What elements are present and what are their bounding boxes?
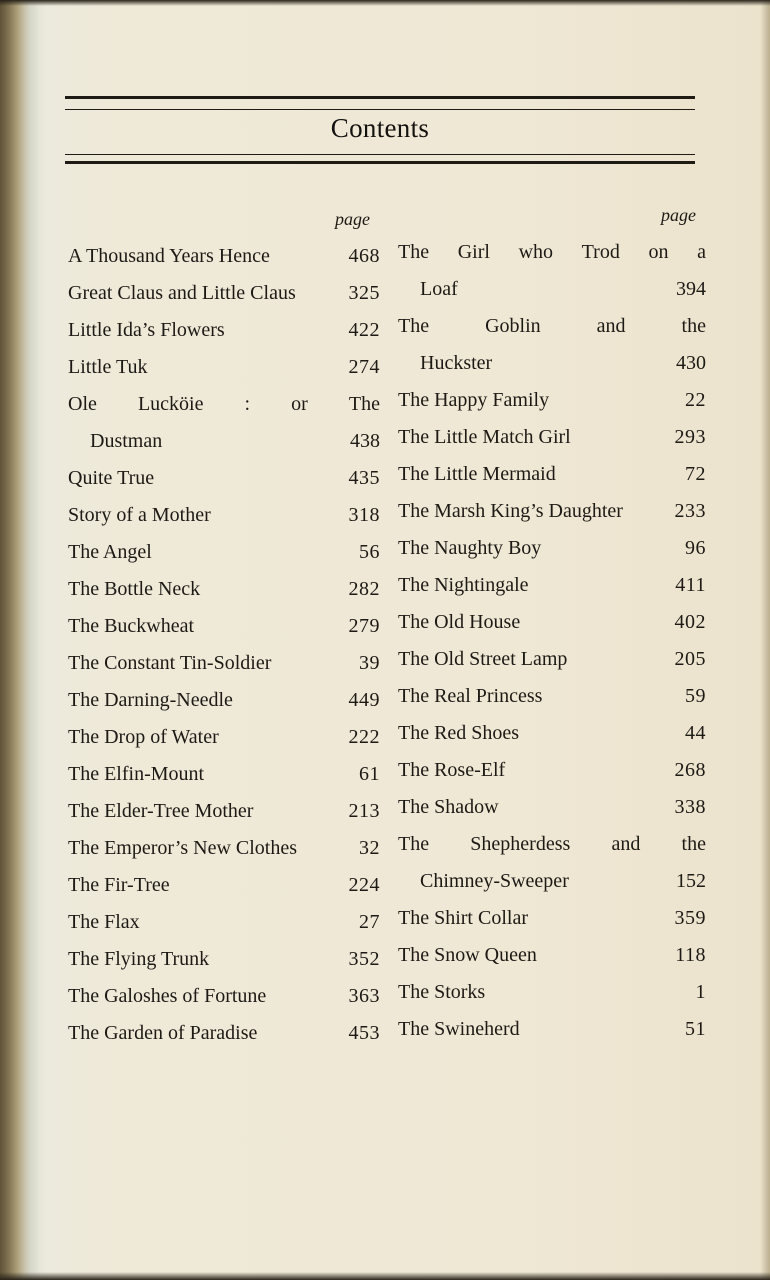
toc-entry-title-word: The — [348, 393, 380, 415]
toc-entry — [398, 419, 706, 456]
toc-entry-page-number: 430 — [676, 352, 706, 374]
toc-entry-title-continuation: Dustman — [90, 430, 163, 452]
toc-entry — [398, 308, 706, 382]
toc-entry-title-continuation: Huckster — [420, 352, 493, 374]
toc-entry-title: Little Tuk — [68, 356, 148, 378]
toc-entry-title-word: and — [611, 833, 641, 855]
toc-entry-title: The Swineherd — [398, 1018, 520, 1040]
toc-entry-title-line — [398, 308, 706, 345]
toc-entry-title: The Bottle Neck — [68, 578, 201, 600]
toc-entry-title-word: The — [398, 833, 430, 855]
toc-entry-page-number: 282 — [348, 578, 380, 600]
toc-entry-page-number: 44 — [685, 722, 706, 744]
page-title: Contents — [330, 113, 430, 143]
page-column-header: page — [661, 205, 696, 225]
page-column-header: page — [335, 209, 370, 229]
entry-list — [68, 238, 380, 1052]
toc-entry-title-word: or — [291, 393, 308, 415]
toc-entry — [68, 1015, 380, 1052]
toc-entry — [68, 312, 380, 349]
toc-entry-title: The Angel — [68, 541, 152, 563]
page-bottom-edge — [0, 1272, 770, 1280]
toc-entry-title-word: Shepherdess — [470, 833, 571, 855]
header-rule-thin-bottom — [65, 154, 695, 155]
toc-entry-title: Great Claus and Little Claus — [68, 282, 296, 304]
toc-entry — [68, 830, 380, 867]
toc-entry — [398, 382, 706, 419]
toc-entry-title: The Darning-Needle — [68, 689, 233, 711]
toc-entry — [68, 608, 380, 645]
toc-entry-page-number: 293 — [674, 426, 706, 448]
toc-entry-page-number: 402 — [674, 611, 706, 633]
toc-entry — [68, 349, 380, 386]
page-top-edge — [0, 0, 770, 6]
toc-entry-title: The Shirt Collar — [398, 907, 528, 929]
toc-entry-page-number: 22 — [685, 389, 706, 411]
toc-entry — [398, 752, 706, 789]
toc-entry — [68, 978, 380, 1015]
toc-entry — [398, 900, 706, 937]
toc-entry-title-continuation-line — [398, 271, 706, 308]
toc-entry — [68, 497, 380, 534]
toc-entry — [68, 682, 380, 719]
toc-entry-title: The Flying Trunk — [68, 948, 210, 970]
toc-entry-page-number: 438 — [350, 430, 380, 452]
toc-entry — [68, 904, 380, 941]
toc-entry-page-number: 449 — [348, 689, 380, 711]
toc-entry — [68, 238, 380, 275]
toc-entry — [398, 789, 706, 826]
toc-entry-title-word: a — [697, 241, 706, 263]
toc-entry-page-number: 411 — [675, 574, 706, 596]
toc-entry-page-number: 363 — [348, 985, 380, 1007]
toc-entry-title-word: and — [596, 315, 626, 337]
toc-entry — [398, 604, 706, 641]
contents-column-left — [68, 200, 380, 1052]
toc-entry-title: The Old House — [398, 611, 521, 633]
toc-entry-title-continuation: Chimney-Sweeper — [420, 870, 569, 892]
toc-entry — [398, 641, 706, 678]
toc-entry-page-number: 152 — [676, 870, 706, 892]
toc-entry-page-number: 394 — [676, 278, 706, 300]
toc-entry-page-number: 338 — [674, 796, 706, 818]
toc-entry-title: The Nightingale — [398, 574, 529, 596]
toc-entry — [68, 941, 380, 978]
toc-entry-page-number: 318 — [348, 504, 380, 526]
toc-entry-page-number: 422 — [348, 319, 380, 341]
toc-entry-page-number: 222 — [348, 726, 380, 748]
toc-entry — [398, 1011, 706, 1048]
toc-entry-title: The Buckwheat — [68, 615, 195, 637]
toc-entry-title: Quite True — [68, 467, 155, 489]
toc-entry-page-number: 274 — [348, 356, 380, 378]
toc-entry — [398, 234, 706, 308]
toc-entry — [398, 530, 706, 567]
toc-entry-title: The Marsh King’s Daughter — [398, 500, 623, 522]
toc-entry-title: A Thousand Years Hence — [68, 245, 270, 267]
toc-entry-page-number: 118 — [675, 944, 706, 966]
entry-list — [398, 234, 706, 1048]
toc-entry-title-line — [68, 386, 380, 423]
toc-entry-title: The Storks — [398, 981, 486, 1003]
toc-entry-page-number: 96 — [685, 537, 706, 559]
toc-entry-page-number: 468 — [348, 245, 380, 267]
toc-entry-title: The Drop of Water — [68, 726, 219, 748]
toc-entry-page-number: 205 — [674, 648, 706, 670]
toc-entry — [398, 826, 706, 900]
toc-entry — [398, 974, 706, 1011]
toc-entry — [68, 867, 380, 904]
toc-entry-page-number: 61 — [359, 763, 380, 785]
toc-entry-page-number: 56 — [359, 541, 380, 563]
toc-entry-page-number: 39 — [359, 652, 380, 674]
toc-entry-page-number: 32 — [359, 837, 380, 859]
toc-entry-page-number: 1 — [695, 981, 706, 1003]
toc-entry-title-word: Girl — [457, 241, 490, 263]
toc-entry-title-line — [398, 826, 706, 863]
toc-entry-title: The Elfin-Mount — [68, 763, 205, 785]
toc-entry-page-number: 453 — [348, 1022, 380, 1044]
toc-entry-page-number: 359 — [674, 907, 706, 929]
toc-entry — [398, 715, 706, 752]
toc-entry-page-number: 233 — [674, 500, 706, 522]
toc-entry-page-number: 59 — [685, 685, 706, 707]
toc-entry-title: The Elder-Tree Mother — [68, 800, 254, 822]
toc-entry — [68, 534, 380, 571]
toc-entry — [398, 456, 706, 493]
toc-entry-title-word: the — [681, 315, 706, 337]
toc-entry-title-word: the — [681, 833, 706, 855]
toc-entry-title-word: who — [518, 241, 554, 263]
toc-entry-page-number: 72 — [685, 463, 706, 485]
toc-entry-title: The Little Match Girl — [398, 426, 571, 448]
toc-entry — [68, 793, 380, 830]
toc-entry-title-word: Ole — [68, 393, 97, 415]
toc-entry — [398, 493, 706, 530]
toc-entry-title-continuation-line — [398, 863, 706, 900]
toc-entry-title: The Rose-Elf — [398, 759, 506, 781]
toc-entry-title: The Constant Tin-Soldier — [68, 652, 272, 674]
toc-entry — [68, 460, 380, 497]
toc-entry-title: The Emperor’s New Clothes — [68, 837, 298, 859]
toc-entry-title-word: The — [398, 315, 430, 337]
toc-entry-title: The Old Street Lamp — [398, 648, 568, 670]
toc-entry-title-word: Goblin — [485, 315, 541, 337]
toc-entry-page-number: 352 — [348, 948, 380, 970]
toc-entry — [398, 567, 706, 604]
toc-entry-page-number: 213 — [348, 800, 380, 822]
toc-entry-title: Story of a Mother — [68, 504, 211, 526]
header-rule-thin-top — [65, 109, 695, 110]
toc-entry-page-number: 435 — [348, 467, 380, 489]
toc-entry-title-word: Trod — [581, 241, 620, 263]
toc-entry-title: The Naughty Boy — [398, 537, 542, 559]
toc-entry-title: The Snow Queen — [398, 944, 537, 966]
toc-entry — [68, 386, 380, 460]
toc-entry-title-line — [398, 234, 706, 271]
toc-entry-title: The Fir-Tree — [68, 874, 170, 896]
toc-entry-title: The Red Shoes — [398, 722, 520, 744]
toc-entry-title: The Happy Family — [398, 389, 550, 411]
toc-entry — [68, 275, 380, 312]
toc-entry-title-continuation-line — [398, 345, 706, 382]
toc-entry-title-word: The — [398, 241, 430, 263]
toc-entry-page-number: 51 — [685, 1018, 706, 1040]
header-rule-thick-bottom — [65, 161, 695, 164]
toc-entry — [398, 678, 706, 715]
toc-entry-page-number: 268 — [674, 759, 706, 781]
toc-entry-title: Little Ida’s Flowers — [68, 319, 225, 341]
toc-entry-title: The Flax — [68, 911, 140, 933]
spine-shadow — [0, 0, 40, 1280]
header-rule-thick-top — [65, 96, 695, 99]
toc-entry-title: The Garden of Paradise — [68, 1022, 258, 1044]
toc-entry-title: The Shadow — [398, 796, 499, 818]
toc-entry-page-number: 224 — [348, 874, 380, 896]
toc-entry-title-continuation: Loaf — [420, 278, 458, 300]
toc-entry-title-word: on — [648, 241, 669, 263]
toc-entry-page-number: 325 — [348, 282, 380, 304]
toc-entry — [68, 645, 380, 682]
toc-entry-title-continuation-line — [68, 423, 380, 460]
toc-entry-title-word: : — [244, 393, 251, 415]
toc-entry-page-number: 27 — [359, 911, 380, 933]
toc-entry — [398, 937, 706, 974]
toc-entry-title: The Real Princess — [398, 685, 543, 707]
toc-entry-title: The Galoshes of Fortune — [68, 985, 267, 1007]
contents-column-right — [398, 196, 706, 1048]
toc-entry — [68, 719, 380, 756]
toc-entry-page-number: 279 — [348, 615, 380, 637]
toc-entry-title: The Little Mermaid — [398, 463, 556, 485]
toc-entry-title-word: Lucköie — [137, 393, 204, 415]
toc-entry — [68, 756, 380, 793]
toc-entry — [68, 571, 380, 608]
